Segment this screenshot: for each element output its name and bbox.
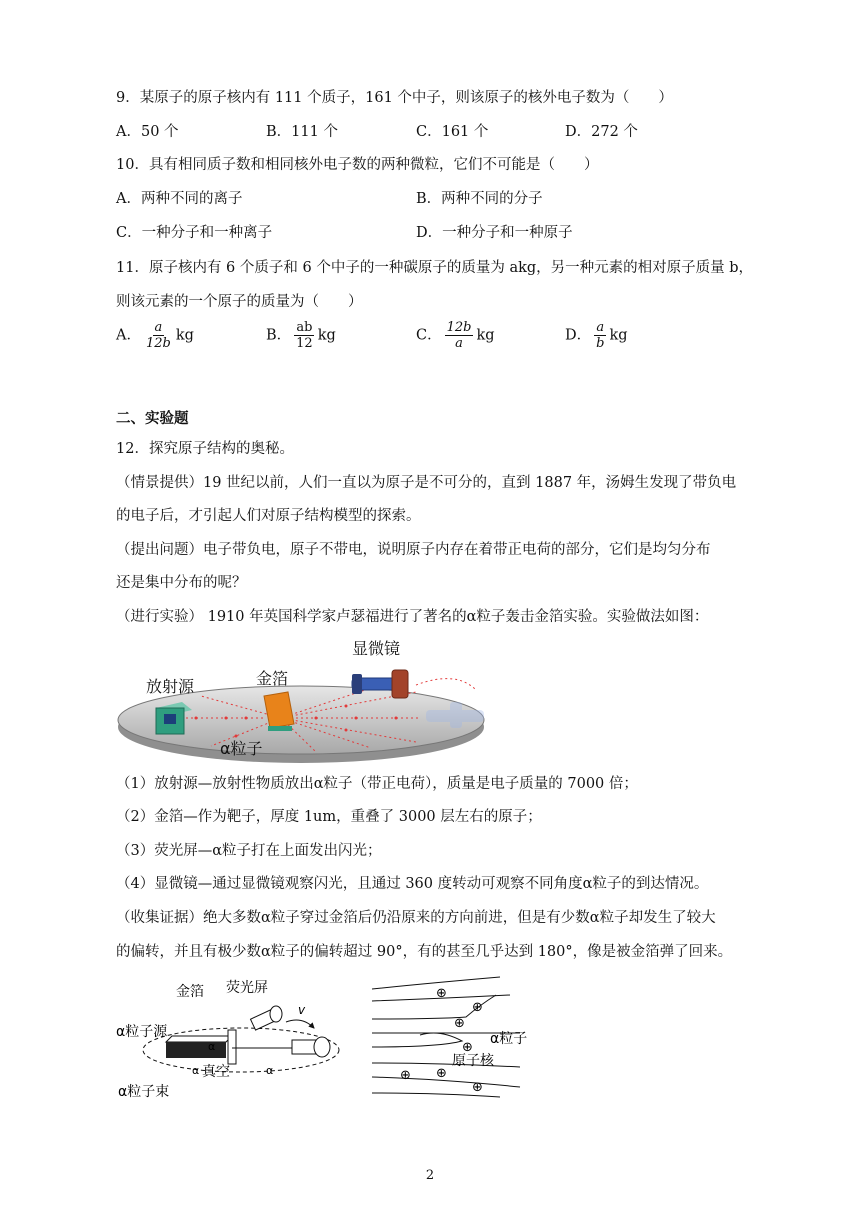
alpha-apparatus-schematic [116, 970, 346, 1100]
denominator: a [455, 336, 463, 351]
q9-option-d: D．272 个 [565, 124, 638, 140]
label-velocity: v [298, 1003, 306, 1017]
fraction [594, 320, 606, 351]
q9-stem: 9．某原子的原子核内有 111 个质子，161 个中子，则该原子的核外电子数为（ ） [116, 90, 673, 106]
fraction [445, 320, 474, 351]
numerator: a [154, 320, 163, 335]
q11-option-b [266, 320, 336, 351]
q9-option-a: A．50 个 [116, 124, 179, 140]
q11-option-d [565, 320, 628, 351]
page-number: 2 [425, 1168, 435, 1183]
q10-option-c: C．一种分子和一种离子 [116, 225, 273, 241]
q12-item-1: （1）放射源—放射性物质放出α粒子（带正电荷），质量是电子质量的 7000 倍； [116, 776, 638, 792]
rutherford-apparatus-figure [116, 630, 496, 770]
label-foil: 金箔 [176, 984, 204, 1000]
q12-evidence-2: 的偏转，并且有极少数α粒子的偏转超过 90°，有的甚至几乎达到 180°，像是被金箔弹了回来。 [116, 944, 733, 960]
q12-item-3: （3）荧光屏—α粒子打在上面发出闪光； [116, 843, 382, 859]
q9-option-c: C．161 个 [416, 124, 489, 140]
numerator: 12b [446, 320, 472, 335]
alpha-source-block [166, 1042, 226, 1058]
q11-stem-line2: 则该元素的一个原子的质量为（ ） [116, 294, 363, 310]
q12-evidence-1: （收集证据）绝大多数α粒子穿过金箔后仍沿原来的方向前进，但是有少数α粒子却发生了较大 [116, 910, 716, 926]
q10-option-d: D．一种分子和一种原子 [416, 225, 573, 241]
q12-para-question-1: （提出问题）电子带负电，原子不带电，说明原子内存在着带正电荷的部分，它们是均匀分布 [116, 542, 711, 558]
q12-para-context-1: （情景提供）19 世纪以前，人们一直以为原子是不可分的，直到 1887 年，汤姆生发现了带负电 [116, 475, 737, 491]
nucleus-5: ⊕ [400, 1068, 411, 1083]
label-gold-foil: 金箔 [256, 669, 289, 688]
option-letter: D． [565, 327, 592, 344]
q11-option-c [416, 320, 495, 351]
fraction [144, 320, 173, 351]
unit: kg [175, 327, 194, 344]
q12-para-context-2: 的电子后，才引起人们对原子结构模型的探索。 [116, 508, 421, 524]
denominator: 12 [296, 336, 313, 351]
unit: kg [476, 327, 495, 344]
unit: kg [317, 327, 336, 344]
nucleus-6: ⊕ [436, 1066, 447, 1081]
unit: kg [609, 327, 628, 344]
nucleus-1: ⊕ [436, 986, 447, 1001]
q10-stem: 10．具有相同质子数和相同核外电子数的两种微粒，它们不可能是（ ） [116, 157, 599, 173]
label-radiation-source: 放射源 [146, 677, 195, 696]
nucleus-4: ⊕ [462, 1040, 473, 1055]
label-vacuum: 真空 [202, 1064, 230, 1080]
q10-option-b: B．两种不同的分子 [416, 191, 543, 207]
option-letter: A． [116, 327, 141, 344]
denominator: b [596, 336, 605, 351]
q11-option-a [116, 320, 194, 351]
q12-para-experiment: （进行实验） 1910 年英国科学家卢瑟福进行了著名的α粒子轰击金箔实验。实验做法如图： [116, 609, 709, 625]
label-microscope: 显微镜 [352, 639, 401, 658]
label-alpha-2: α [266, 1064, 274, 1077]
q10-option-a: A．两种不同的离子 [116, 191, 243, 207]
scattering-trajectories-figure [370, 975, 540, 1100]
label-alpha-particle-2: α粒子 [490, 1031, 528, 1047]
q9-option-b: B．111 个 [266, 124, 338, 140]
q12-item-4: （4）显微镜—通过显微镜观察闪光，且通过 360 度转动可观察不同角度α粒子的到达情况。 [116, 876, 709, 892]
nucleus-2: ⊕ [472, 1000, 483, 1015]
nucleus-3: ⊕ [454, 1016, 465, 1031]
label-alpha-beam: α粒子束 [118, 1084, 170, 1100]
q11-stem-line1: 11．原子核内有 6 个质子和 6 个中子的一种碳原子的质量为 akg，另一种元素的相对原子质量 b， [116, 260, 754, 276]
q12-title: 12．探究原子结构的奥秘。 [116, 441, 294, 457]
numerator: ab [296, 320, 313, 335]
screen-tube [292, 1037, 330, 1057]
label-alpha-3: α [192, 1064, 200, 1077]
fraction [294, 320, 315, 351]
q12-item-2: （2）金箔—作为靶子，厚度 1um，重叠了 3000 层左右的原子； [116, 809, 542, 825]
foil-plate [228, 1030, 236, 1064]
denominator: 12b [145, 336, 171, 351]
q12-para-question-2: 还是集中分布的呢？ [116, 575, 247, 591]
label-alpha-source: α粒子源 [116, 1024, 168, 1040]
option-letter: C． [416, 327, 442, 344]
fluorescent-screen [250, 1006, 282, 1030]
label-nucleus: 原子核 [452, 1053, 494, 1069]
section-heading: 二、实验题 [116, 410, 189, 427]
nucleus-7: ⊕ [472, 1080, 483, 1095]
option-letter: B． [266, 327, 292, 344]
label-alpha-particle: α粒子 [220, 739, 263, 758]
label-alpha-1: α [208, 1040, 216, 1053]
numerator: a [596, 320, 605, 335]
label-screen: 荧光屏 [226, 980, 268, 996]
